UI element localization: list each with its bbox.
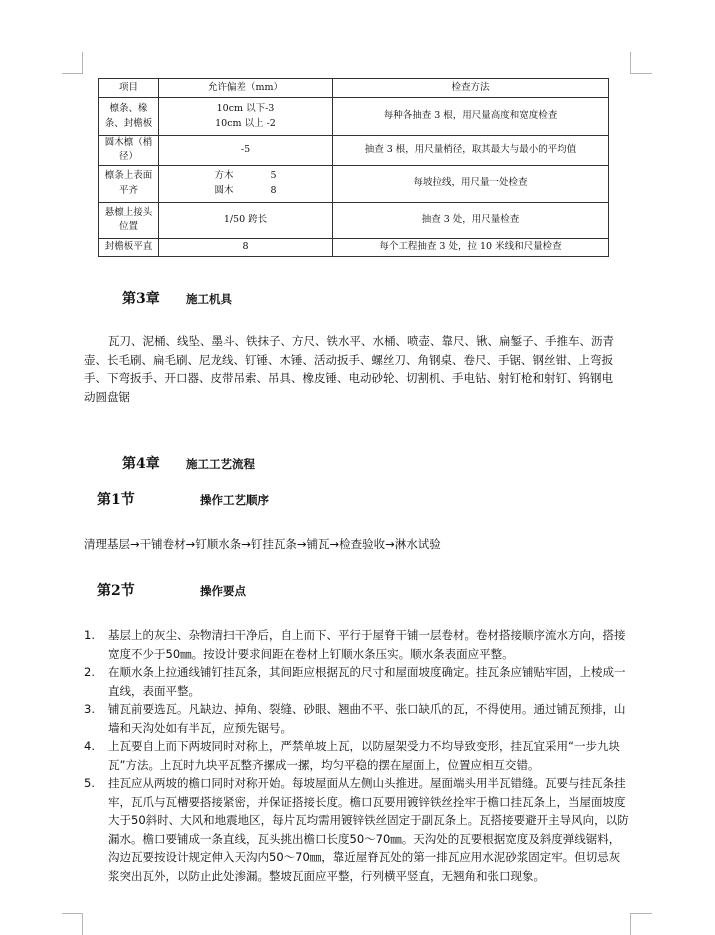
tolerance-line (161, 169, 330, 183)
list-item (84, 700, 630, 737)
crop-mark (62, 913, 83, 914)
tolerance-line (161, 184, 330, 198)
table-row (99, 202, 609, 238)
row-method: 每坡拉线，用尺量一处检查 (333, 165, 609, 202)
row-item: 檩条上表面平齐 (99, 165, 159, 202)
list-item (84, 737, 630, 774)
list-item (84, 774, 630, 885)
process-flow: 清理基层→干铺卷材→钉顺水条→钉挂瓦条→铺瓦→检查验收→淋水试验 (84, 537, 441, 551)
table-row (99, 165, 609, 202)
row-tolerance: 1/50 跨长 (159, 202, 333, 238)
item-text: 在顺水条上拉通线铺钉挂瓦条，其间距应根据瓦的尺寸和屋面坡度确定。挂瓦条应铺贴牢固，上棱成一直线，表面平整。 (108, 665, 626, 698)
chapter-title: 施工工艺流程 (186, 457, 255, 471)
item-text: 基层上的灰尘、杂物清扫干净后，自上而下、平行于屋脊干铺一层卷材。卷材搭接顺序流水方向，搭接宽度不少于50㎜。按设计要求间距在卷材上钉顺水条压实。顺水条表面应平整。 (108, 628, 626, 661)
table-row (99, 136, 609, 166)
item-number: 2. (84, 665, 95, 679)
row-method: 抽查 3 处，用尺量检查 (333, 202, 609, 238)
row-tolerance: -5 (159, 136, 333, 166)
row-item: 圆木檩（梢径） (99, 136, 159, 166)
section-title: 操作要点 (200, 584, 246, 598)
crop-mark (82, 913, 83, 935)
row-item: 悬檩上接头位置 (99, 202, 159, 238)
item-number: 4. (84, 739, 95, 753)
row-tolerance: 8 (159, 238, 333, 256)
crop-mark (630, 913, 631, 935)
list-item (84, 663, 630, 700)
tolerance-line: 10cm 以下-3 (216, 103, 275, 115)
key-points-list (84, 626, 630, 885)
item-number: 1. (84, 628, 95, 642)
tool-list-paragraph: 瓦刀、泥桶、线坠、墨斗、铁抹子、方尺、铁水平、水桶、喷壶、靠尺、锹、扁錾子、手推车、沥青壶、长毛刷、扁毛刷、尼龙线、钉锤、木锤、活动扳手、螺丝刀、角钢桌、卷尺、手锯、钢丝钳、上弯扳手、下弯扳手、开口器、皮带吊索、吊具、橡皮锤、电动砂轮、切割机、手电钻、射钉枪和射钉、钨钢电动圆盘锯 (84, 334, 614, 404)
header-item: 项目 (99, 79, 159, 98)
tolerance-value: 5 (270, 170, 277, 182)
header-method: 检查方法 (333, 79, 609, 98)
section-number: 第2节 (97, 583, 135, 599)
item-number: 5. (84, 776, 95, 790)
item-text: 铺瓦前要选瓦。凡缺边、掉角、裂缝、砂眼、翘曲不平、张口缺爪的瓦，不得使用。通过铺瓦预排，山墙和天沟处如有半瓦，应预先锯号。 (108, 702, 626, 735)
row-tolerance (159, 165, 333, 202)
item-number: 3. (84, 702, 95, 716)
table-row (99, 238, 609, 256)
row-method: 抽查 3 根，用尺量梢径，取其最大与最小的平均值 (333, 136, 609, 166)
chapter-title: 施工机具 (186, 292, 232, 306)
crop-mark (630, 913, 652, 914)
tolerance-line: 10cm 以上 -2 (215, 117, 276, 129)
row-method: 每个工程抽查 3 处，拉 10 米线和尺量检查 (333, 238, 609, 256)
crop-mark (630, 52, 631, 73)
chapter-number: 第4章 (122, 456, 160, 472)
row-item: 封檐板平直 (99, 238, 159, 256)
crop-mark (82, 52, 83, 73)
crop-mark (62, 73, 83, 74)
section-number: 第1节 (97, 492, 135, 508)
timber-type: 方木 (214, 170, 234, 182)
crop-mark (630, 73, 652, 74)
chapter-number: 第3章 (122, 291, 160, 307)
list-item (84, 626, 630, 663)
table-row (99, 98, 609, 136)
tolerance-table (98, 78, 609, 257)
item-text: 挂瓦应从两坡的檐口同时对称开始。每坡屋面从左侧山头推进。屋面端头用半瓦错缝。瓦要与挂瓦条挂牢，瓦爪与瓦槽要搭接紧密，并保证搭接长度。檐口瓦要用镀锌铁丝拴牢于檐口挂瓦条上，当屋面坡度大于50斜时、大风和地震地区，每片瓦均需用镀锌铁丝固定于副瓦条上。瓦搭接要避开主导风向，以防漏水。檐口要铺成一条直线，瓦头挑出檐口长度50～70㎜。天沟处的瓦要根据宽度及斜度弹线锯料，沟边瓦要按设计规定伸入天沟内50～70㎜，靠近屋脊瓦处的第一排瓦应用水泥砂浆固定牢。但切忌灰浆突出瓦外，以防止此处渗漏。整坡瓦面应平整，行列横平竖直，无翘角和张口现象。 (108, 776, 629, 883)
row-method: 每种各抽查 3 根，用尺量高度和宽度检查 (333, 98, 609, 136)
section-title: 操作工艺顺序 (200, 493, 269, 507)
tolerance-value: 8 (270, 184, 277, 196)
item-text: 上瓦要自上而下两坡同时对称上，严禁单坡上瓦，以防屋架受力不均导致变形，挂瓦宜采用“一步九块瓦”方法。上瓦时九块平瓦整齐摞成一摞，均匀平稳的摆在屋面上，位置应相互交错。 (108, 739, 620, 772)
header-tolerance: 允许偏差（mm） (159, 79, 333, 98)
row-item: 檩条、椽条、封檐板 (99, 98, 159, 136)
timber-type: 圆木 (214, 184, 234, 196)
row-tolerance (159, 98, 333, 136)
table-header-row (99, 79, 609, 98)
